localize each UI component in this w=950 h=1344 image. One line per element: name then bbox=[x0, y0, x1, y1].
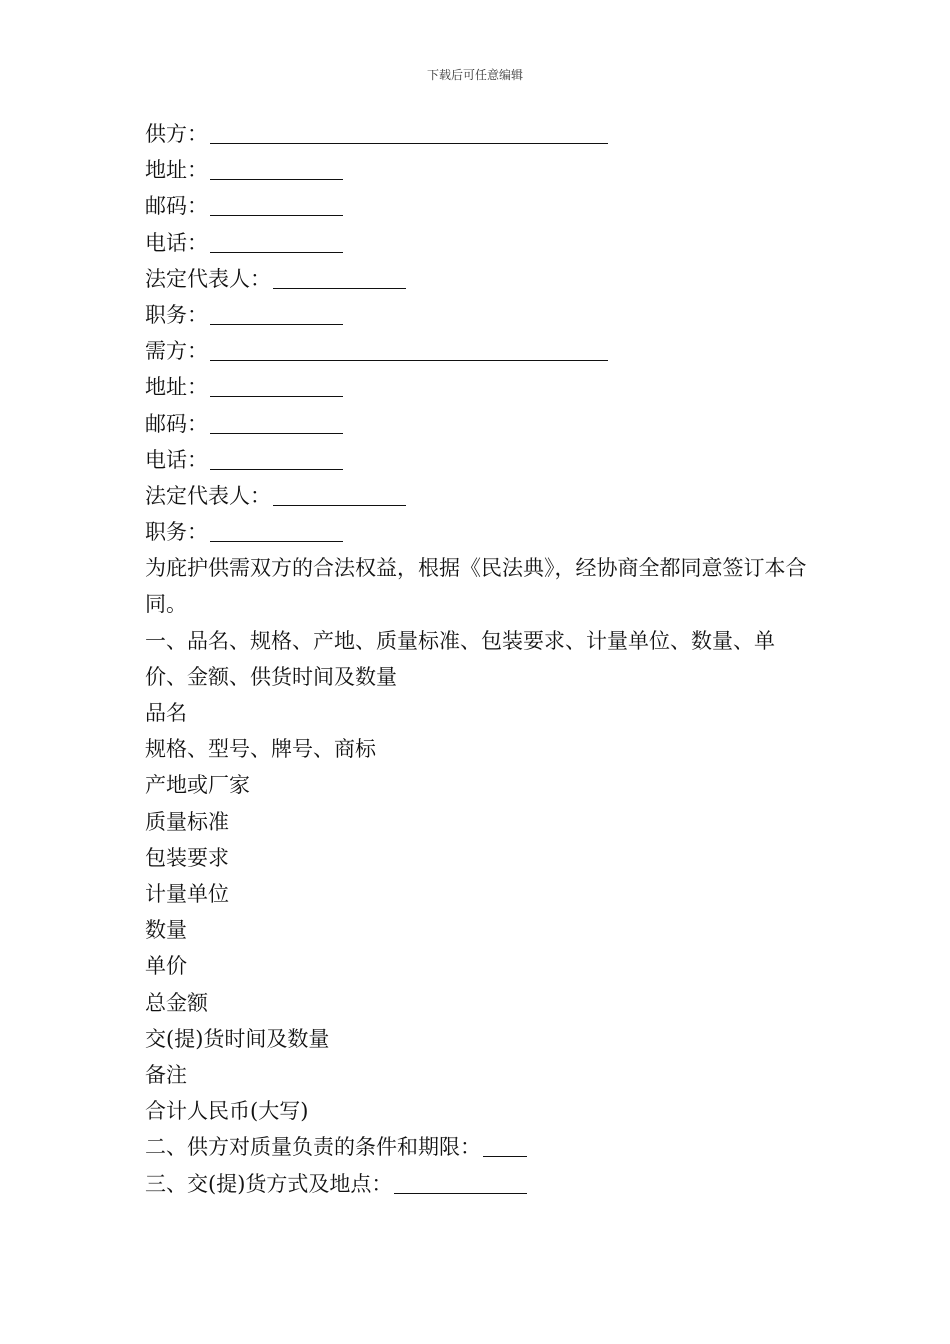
buyer-name-label: 需方： bbox=[145, 339, 208, 364]
clause-2-row bbox=[145, 1129, 810, 1165]
clause-3-row bbox=[145, 1166, 810, 1202]
buyer-rep-label: 法定代表人： bbox=[145, 483, 271, 508]
buyer-position-label: 职务： bbox=[145, 520, 208, 545]
supplier-name-label: 供方： bbox=[145, 122, 208, 146]
buyer-postcode-label: 邮码： bbox=[145, 411, 208, 436]
clause-1-item: 计量单位 bbox=[145, 882, 229, 906]
clause-2-blank bbox=[483, 1132, 527, 1157]
clause-2-label: 二、供方对质量负责的条件和期限： bbox=[145, 1135, 481, 1160]
page-header-note: 下载后可任意编辑 bbox=[426, 68, 523, 82]
supplier-rep-label: 法定代表人： bbox=[145, 266, 271, 291]
buyer-postcode-row bbox=[145, 406, 810, 442]
supplier-name-row bbox=[145, 116, 810, 152]
clause-1-item: 总金额 bbox=[145, 990, 208, 1015]
buyer-phone-blank bbox=[210, 445, 343, 470]
buyer-phone-label: 电话： bbox=[145, 447, 208, 472]
clause-3-blank bbox=[394, 1169, 527, 1194]
clause-1-item: 包装要求 bbox=[145, 845, 229, 870]
buyer-name-row bbox=[145, 333, 810, 369]
supplier-postcode-blank bbox=[210, 191, 343, 216]
clause-1-title: 一、品名、规格、产地、质量标准、包装要求、计量单位、数量、单价、金额、供货时间及数量 bbox=[145, 628, 775, 689]
buyer-position-row bbox=[145, 514, 810, 550]
supplier-phone-row bbox=[145, 225, 810, 261]
supplier-position-label: 职务： bbox=[145, 302, 208, 327]
buyer-address-blank bbox=[210, 372, 343, 397]
supplier-postcode-row bbox=[145, 188, 810, 224]
buyer-address-label: 地址： bbox=[145, 375, 208, 400]
clause-1-item: 产地或厂家 bbox=[145, 773, 250, 798]
clause-1-item: 质量标准 bbox=[145, 809, 229, 834]
supplier-address-row bbox=[145, 152, 810, 188]
supplier-rep-row bbox=[145, 261, 810, 297]
supplier-address-label: 地址： bbox=[145, 158, 208, 183]
supplier-postcode-label: 邮码： bbox=[145, 194, 208, 219]
supplier-phone-blank bbox=[210, 228, 343, 253]
clause-1-item: 规格、型号、牌号、商标 bbox=[145, 737, 376, 762]
contract-body bbox=[145, 116, 810, 1202]
buyer-rep-row bbox=[145, 478, 810, 514]
supplier-phone-label: 电话： bbox=[145, 230, 208, 255]
buyer-rep-blank bbox=[273, 481, 406, 506]
buyer-address-row bbox=[145, 369, 810, 405]
supplier-address-blank bbox=[210, 155, 343, 180]
clause-3-label: 三、交(提)货方式及地点： bbox=[145, 1171, 393, 1196]
supplier-position-row bbox=[145, 297, 810, 333]
clause-1-item: 备注 bbox=[145, 1062, 187, 1087]
buyer-position-blank bbox=[210, 517, 343, 542]
buyer-postcode-blank bbox=[210, 409, 343, 434]
clause-1-item: 品名 bbox=[145, 701, 187, 726]
supplier-rep-blank bbox=[273, 264, 406, 289]
buyer-phone-row bbox=[145, 442, 810, 478]
intro-paragraph: 为庇护供需双方的合法权益，根据《民法典》，经协商全都同意签订本合同。 bbox=[145, 556, 807, 617]
clause-1-item: 数量 bbox=[145, 918, 187, 943]
clause-1-item: 交(提)货时间及数量 bbox=[145, 1026, 330, 1051]
clause-1-item: 合计人民币(大写) bbox=[145, 1099, 309, 1124]
supplier-position-blank bbox=[210, 300, 343, 325]
clause-1-item: 单价 bbox=[145, 954, 187, 979]
buyer-name-blank bbox=[210, 336, 608, 361]
supplier-name-blank bbox=[210, 119, 608, 144]
